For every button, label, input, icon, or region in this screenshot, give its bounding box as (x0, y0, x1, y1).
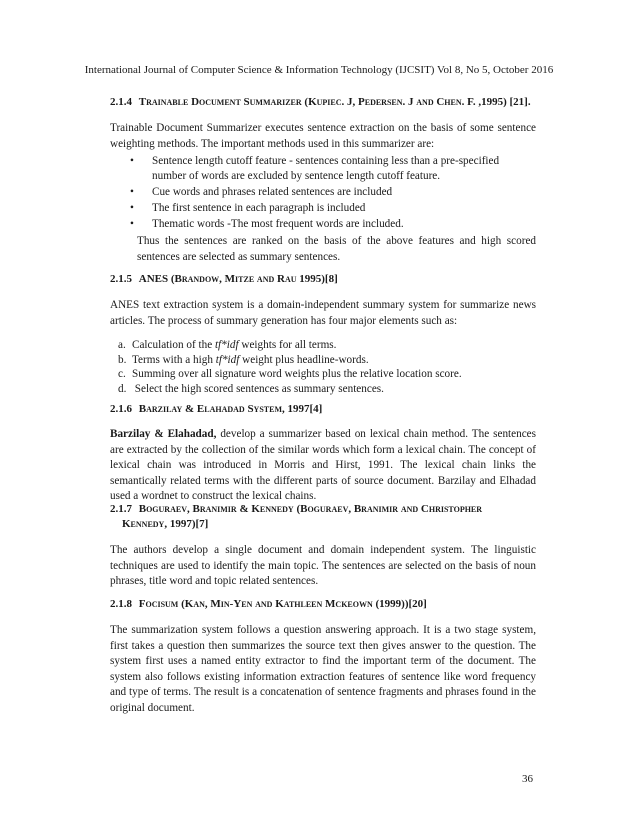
section-number: 2.1.8 (110, 598, 132, 610)
section-heading-2-1-5 (110, 272, 540, 287)
section-number: 2.1.5 (110, 273, 132, 285)
paragraph-2-1-6: Barzilay & Elahadad, develop a summarizer based on lexical chain method. The sentences are extracted by the collection of the similar words which form a lexical chain. The concept of lexical chain was introduced in Morris and Hirst, 1991. The lexical chain links the semantically related terms with the different parts of source document. Barzilay and Elhadad used a wordnet to construct the lexical chains. (110, 428, 536, 502)
section-title: ANES (Brandow, Mitze and Rau 1995)[8] (138, 273, 338, 285)
feature-bullet-list (130, 154, 536, 233)
list-item: • The first sentence in each paragraph is included (130, 202, 366, 214)
paragraph-2-1-4-closing: Thus the sentences are ranked on the basis of the above features and high scored sentences are selected as summary sentences. (137, 235, 536, 263)
journal-header: International Journal of Computer Science & Information Technology (IJCSIT) Vol 8, No 5, October 2016 (84, 64, 554, 76)
list-item: b. Terms with a high tf*idf weight plus headline-words. (118, 353, 369, 366)
element-list (118, 338, 538, 396)
bullet-icon: • (130, 186, 134, 198)
bullet-icon: • (130, 155, 134, 167)
section-title-continued: Kennedy, 1997)[7] (122, 518, 209, 530)
section-heading-2-1-7-cont (122, 517, 552, 532)
section-heading-2-1-7 (110, 502, 540, 517)
paragraph-2-1-7: The authors develop a single document and domain independent system. The linguistic techniques are used to identify the main topic. The sentences are selected on the basis of noun phrases, title word and topic related sentences. (110, 544, 536, 587)
section-heading-2-1-8 (110, 597, 540, 612)
bullet-icon: • (130, 202, 134, 214)
section-title: Barzilay & Elahadad System, 1997[4] (138, 403, 323, 415)
list-item: d. Select the high scored sentences as summary sentences. (118, 382, 384, 395)
section-number: 2.1.7 (110, 503, 132, 515)
page-number: 36 (522, 773, 533, 785)
section-title: Focisum (Kan, Min-Yen and Kathleen Mckeown (1999))[20] (138, 598, 427, 610)
paragraph-2-1-4-intro: Trainable Document Summarizer executes sentence extraction on the basis of some sentence weighting methods. The important methods used in this summarizer are: (110, 122, 536, 150)
paragraph-2-1-8: The summarization system follows a question answering approach. It is a two stage system, first takes a question then summarizes the source text then gives answer to the question. The system first uses a named entity extractor to find the important term of the document. The system also follows existing information extraction features of sentence like word frequency and type of terms. The result is a concatenation of sentence fragments and phrases found in the original document. (110, 624, 536, 714)
list-item: a. Calculation of the tf*idf weights for all terms. (118, 339, 337, 351)
list-item: • Sentence length cutoff feature - sentences containing less than a pre-specified number of words are excluded by sentence length cutoff feature. (130, 155, 500, 182)
paragraph-2-1-5-intro: ANES text extraction system is a domain-independent summary system for summarize news articles. The process of summary generation has four major elements such as: (110, 299, 536, 327)
list-item: c. Summing over all signature word weights plus the relative location score. (118, 368, 462, 380)
section-heading-2-1-4 (110, 95, 540, 110)
section-title: Trainable Document Summarizer (Kupiec. J, Pedersen. J and Chen. F. ,1995) [21]. (138, 96, 531, 108)
section-number: 2.1.6 (110, 403, 132, 415)
list-item: • Thematic words -The most frequent words are included. (130, 218, 404, 230)
bullet-icon: • (130, 218, 134, 230)
list-item: • Cue words and phrases related sentences are included (130, 186, 393, 198)
section-heading-2-1-6 (110, 402, 540, 417)
section-title: Boguraev, Branimir & Kennedy (Boguraev, Branimir and Christopher (138, 503, 483, 515)
section-number: 2.1.4 (110, 96, 132, 108)
